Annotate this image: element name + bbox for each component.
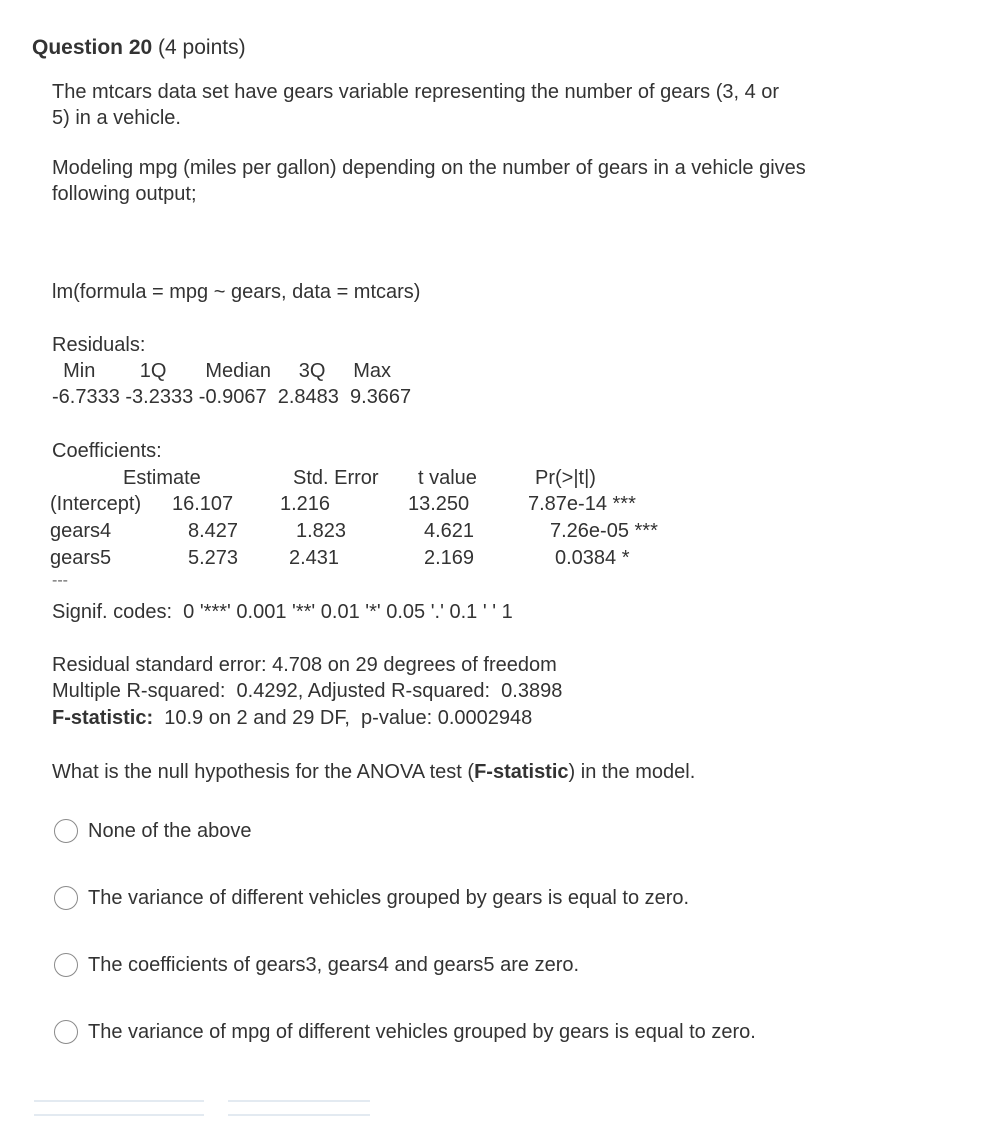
f-statistic-line <box>52 705 532 731</box>
answer-option[interactable] <box>54 951 579 979</box>
footer-divider <box>34 1114 204 1116</box>
coef-header-std-error: Std. Error <box>293 467 379 489</box>
coef-header-estimate: Estimate <box>123 467 201 489</box>
question-header <box>32 36 246 60</box>
radio-button[interactable] <box>54 953 78 977</box>
answer-option[interactable] <box>54 1018 756 1046</box>
residuals-label: Residuals: <box>52 334 146 356</box>
residual-std-error: Residual standard error: 4.708 on 29 degrees of freedom <box>52 654 557 676</box>
model-line-1: Modeling mpg (miles per gallon) depending on the number of gears in a vehicle gives <box>52 157 806 179</box>
coef-name: gears4 <box>50 520 112 542</box>
prompt-text-after: ) in the model. <box>568 761 696 783</box>
coef-std-error: 1.216 <box>280 493 331 515</box>
coef-std-error: 1.823 <box>296 520 347 542</box>
prompt-text-before: What is the null hypothesis for the ANOVA test ( <box>52 761 475 783</box>
intro-line-1: The mtcars data set have gears variable representing the number of gears (3, 4 or <box>52 81 780 103</box>
coef-estimate: 8.427 <box>188 520 239 542</box>
answer-option[interactable] <box>54 817 251 845</box>
coef-pr: 0.0384 * <box>555 547 630 569</box>
f-statistic-label: F-statistic: <box>52 707 154 729</box>
coefficients-label: Coefficients: <box>52 440 162 462</box>
prompt-text-bold: F-statistic <box>474 761 569 783</box>
radio-button[interactable] <box>54 886 78 910</box>
coef-pr: 7.26e-05 *** <box>550 520 658 542</box>
coef-std-error: 2.431 <box>289 547 340 569</box>
coef-t-value: 4.621 <box>424 520 475 542</box>
coef-name: (Intercept) <box>50 493 142 515</box>
coef-t-value: 2.169 <box>424 547 475 569</box>
answer-option[interactable] <box>54 884 689 912</box>
coef-name: gears5 <box>50 547 112 569</box>
question-prompt <box>52 759 695 785</box>
answer-option-label: The variance of different vehicles grouped by gears is equal to zero. <box>88 886 690 909</box>
coef-estimate: 16.107 <box>172 493 234 515</box>
intro-line-2: 5) in a vehicle. <box>52 107 181 129</box>
footer-divider <box>228 1100 370 1102</box>
coef-header-pr: Pr(>|t|) <box>535 467 596 489</box>
question-title: Question 20 <box>32 36 153 59</box>
footer-divider <box>228 1114 370 1116</box>
footer-divider <box>34 1100 204 1102</box>
answer-option-label: The coefficients of gears3, gears4 and gears5 are zero. <box>88 953 580 976</box>
residuals-values: -6.7333 -3.2333 -0.9067 2.8483 9.3667 <box>52 386 412 408</box>
coef-pr: 7.87e-14 *** <box>528 493 636 515</box>
residuals-header: Min 1Q Median 3Q Max <box>52 360 391 382</box>
answer-option-label: The variance of mpg of different vehicles grouped by gears is equal to zero. <box>88 1020 756 1043</box>
radio-button[interactable] <box>54 819 78 843</box>
output-separator: --- <box>52 572 68 589</box>
radio-button[interactable] <box>54 1020 78 1044</box>
model-line-2: following output; <box>52 183 197 205</box>
formula-line: lm(formula = mpg ~ gears, data = mtcars) <box>52 281 421 303</box>
coef-t-value: 13.250 <box>408 493 470 515</box>
coef-header-t-value: t value <box>418 467 477 489</box>
f-statistic-values: 10.9 on 2 and 29 DF, p-value: 0.0002948 <box>153 707 533 729</box>
signif-codes: Signif. codes: 0 '***' 0.001 '**' 0.01 '*' 0.05 '.' 0.1 ' ' 1 <box>52 601 513 623</box>
coef-estimate: 5.273 <box>188 547 239 569</box>
answer-option-label: None of the above <box>88 819 252 842</box>
question-points: (4 points) <box>152 36 246 59</box>
r-squared: Multiple R-squared: 0.4292, Adjusted R-squared: 0.3898 <box>52 680 563 702</box>
